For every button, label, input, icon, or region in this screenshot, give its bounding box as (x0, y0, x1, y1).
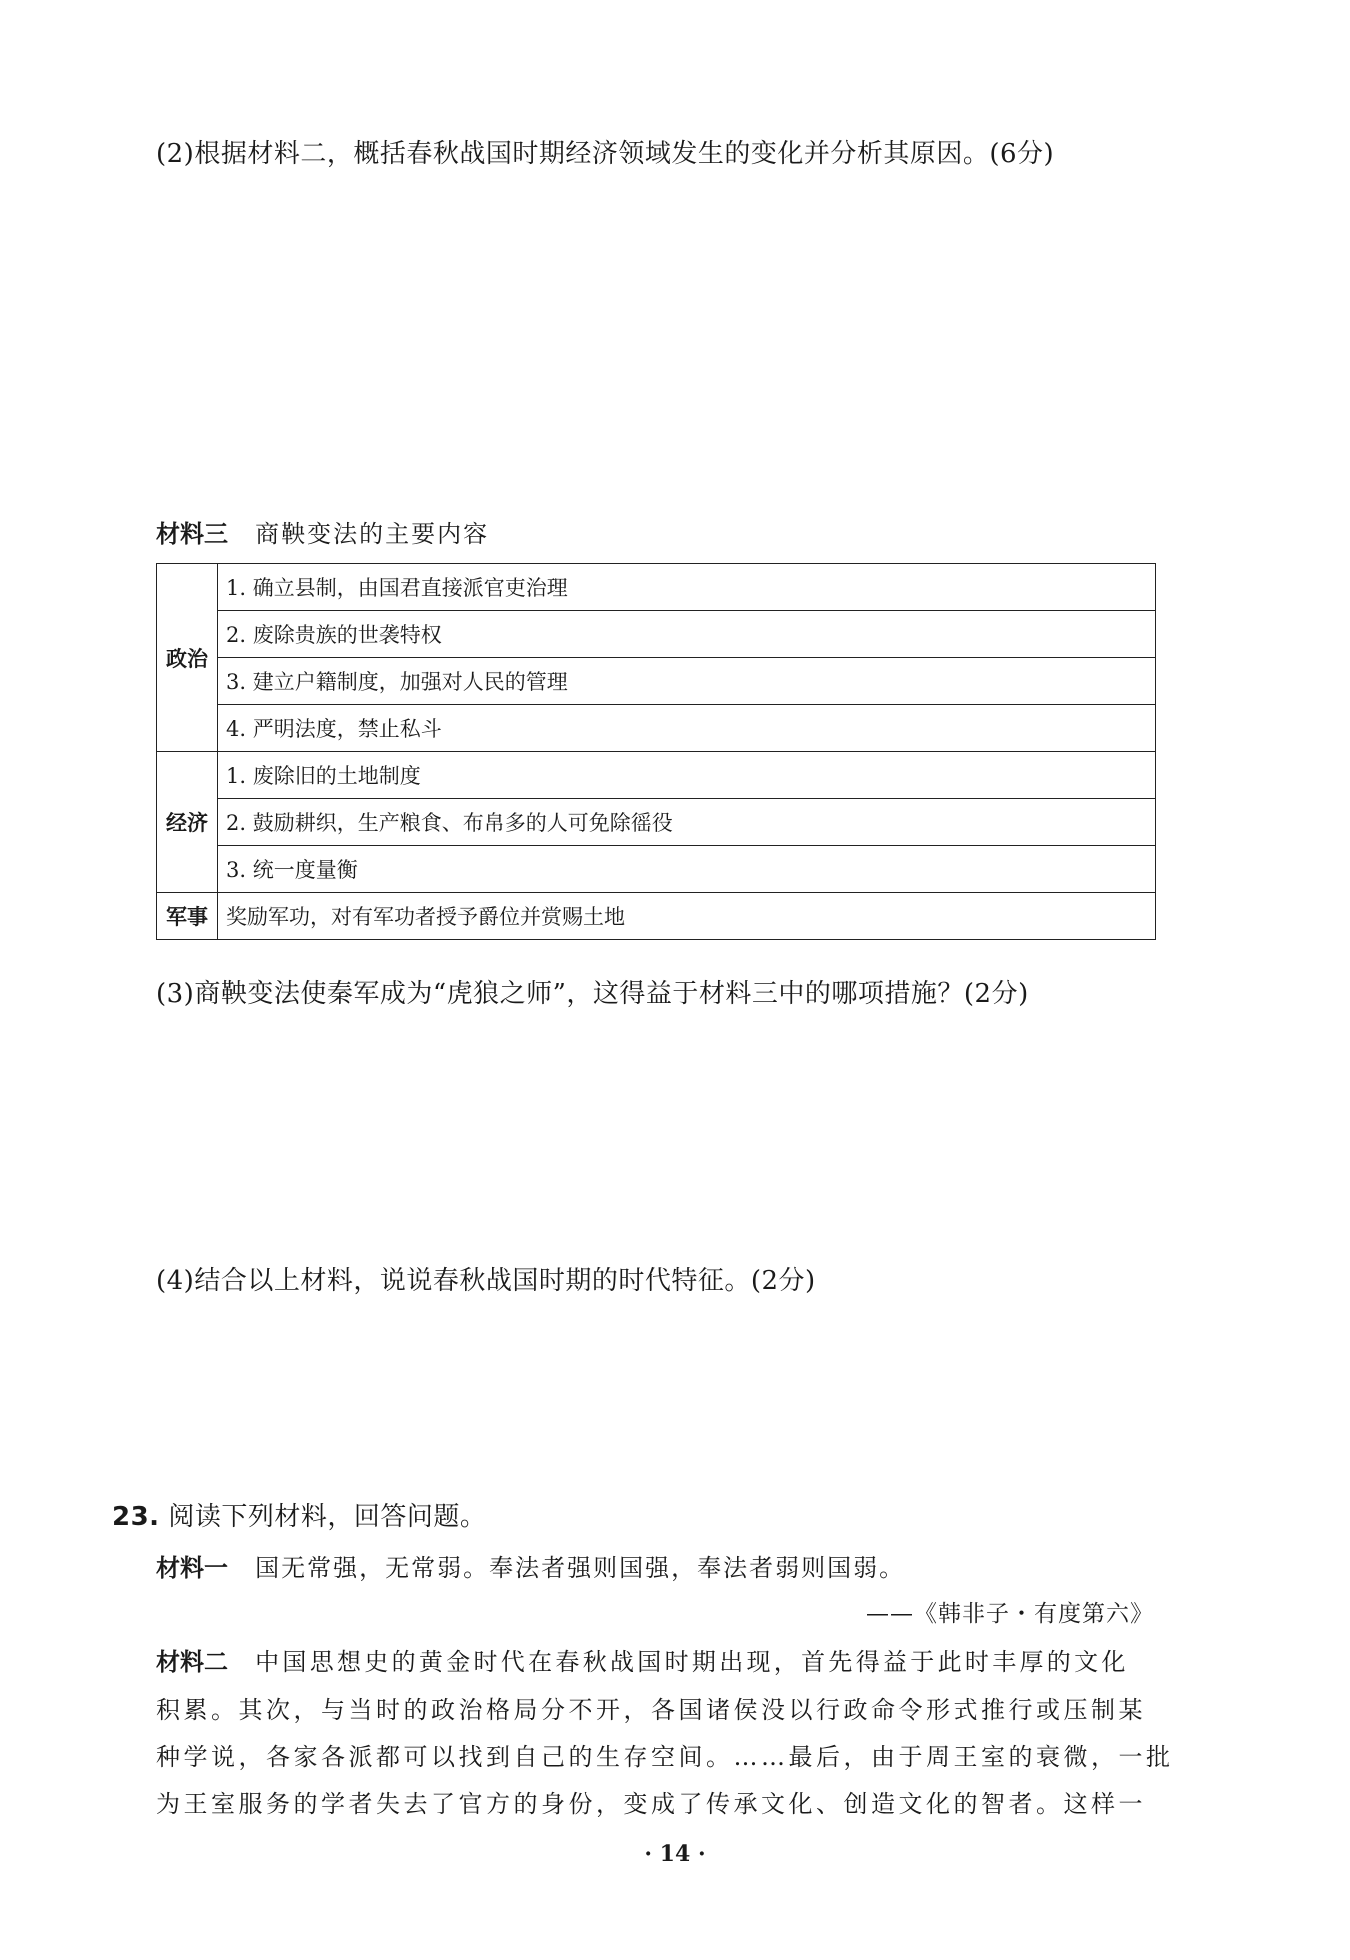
question-23-prompt: 阅读下列材料，回答问题。 (168, 1502, 487, 1532)
table-row (157, 846, 1156, 893)
table-row (157, 752, 1156, 799)
material-2-label: 材料二 (156, 1648, 228, 1676)
question-3: (3)商鞅变法使秦军成为“虎狼之师”，这得益于材料三中的哪项措施？(2分) (156, 979, 1029, 1009)
material-2-line: 中国思想史的黄金时代在春秋战国时期出现，首先得益于此时丰厚的文化 (255, 1648, 1129, 1676)
table-cell: 2. 鼓励耕织，生产粮食、布帛多的人可免除徭役 (218, 799, 1156, 846)
material-2-line: 种学说，各家各派都可以找到自己的生存空间。……最后，由于周王室的衰微，一批 (156, 1743, 1174, 1771)
question-4: (4)结合以上材料，说说春秋战国时期的时代特征。(2分) (156, 1266, 816, 1296)
question-23-heading (112, 1496, 486, 1533)
table-row (157, 564, 1156, 611)
reform-table (156, 563, 1156, 940)
material-2-first-line (156, 1642, 1129, 1677)
material-1-label: 材料一 (156, 1554, 228, 1582)
question-2: (2)根据材料二，概括春秋战国时期经济领域发生的变化并分析其原因。(6分) (156, 139, 1055, 169)
material-3-heading (156, 514, 489, 549)
category-military: 军事 (157, 893, 218, 940)
table-row (157, 611, 1156, 658)
table-cell: 1. 确立县制，由国君直接派官吏治理 (218, 564, 1156, 611)
material-1 (156, 1548, 905, 1583)
question-number: 23. (112, 1502, 160, 1532)
material-1-source: ——《韩非子・有度第六》 (866, 1601, 1154, 1627)
category-economy: 经济 (157, 752, 218, 893)
table-cell: 3. 建立户籍制度，加强对人民的管理 (218, 658, 1156, 705)
table-row (157, 799, 1156, 846)
page-number: · 14 · (644, 1841, 706, 1867)
material-3-title: 商鞅变法的主要内容 (255, 520, 490, 548)
table-cell: 1. 废除旧的土地制度 (218, 752, 1156, 799)
category-politics: 政治 (157, 564, 218, 752)
table-row (157, 705, 1156, 752)
table-row (157, 893, 1156, 940)
material-2-line: 为王室服务的学者失去了官方的身份，变成了传承文化、创造文化的智者。这样一 (156, 1790, 1146, 1818)
table-cell: 3. 统一度量衡 (218, 846, 1156, 893)
table-cell: 奖励军功，对有军功者授予爵位并赏赐土地 (218, 893, 1156, 940)
material-2-line: 积累。其次，与当时的政治格局分不开，各国诸侯没以行政命令形式推行或压制某 (156, 1696, 1146, 1724)
table-row (157, 658, 1156, 705)
material-3-label: 材料三 (156, 520, 228, 548)
material-1-text: 国无常强，无常弱。奉法者强则国强，奉法者弱则国弱。 (255, 1554, 906, 1582)
table-cell: 2. 废除贵族的世袭特权 (218, 611, 1156, 658)
table-cell: 4. 严明法度，禁止私斗 (218, 705, 1156, 752)
